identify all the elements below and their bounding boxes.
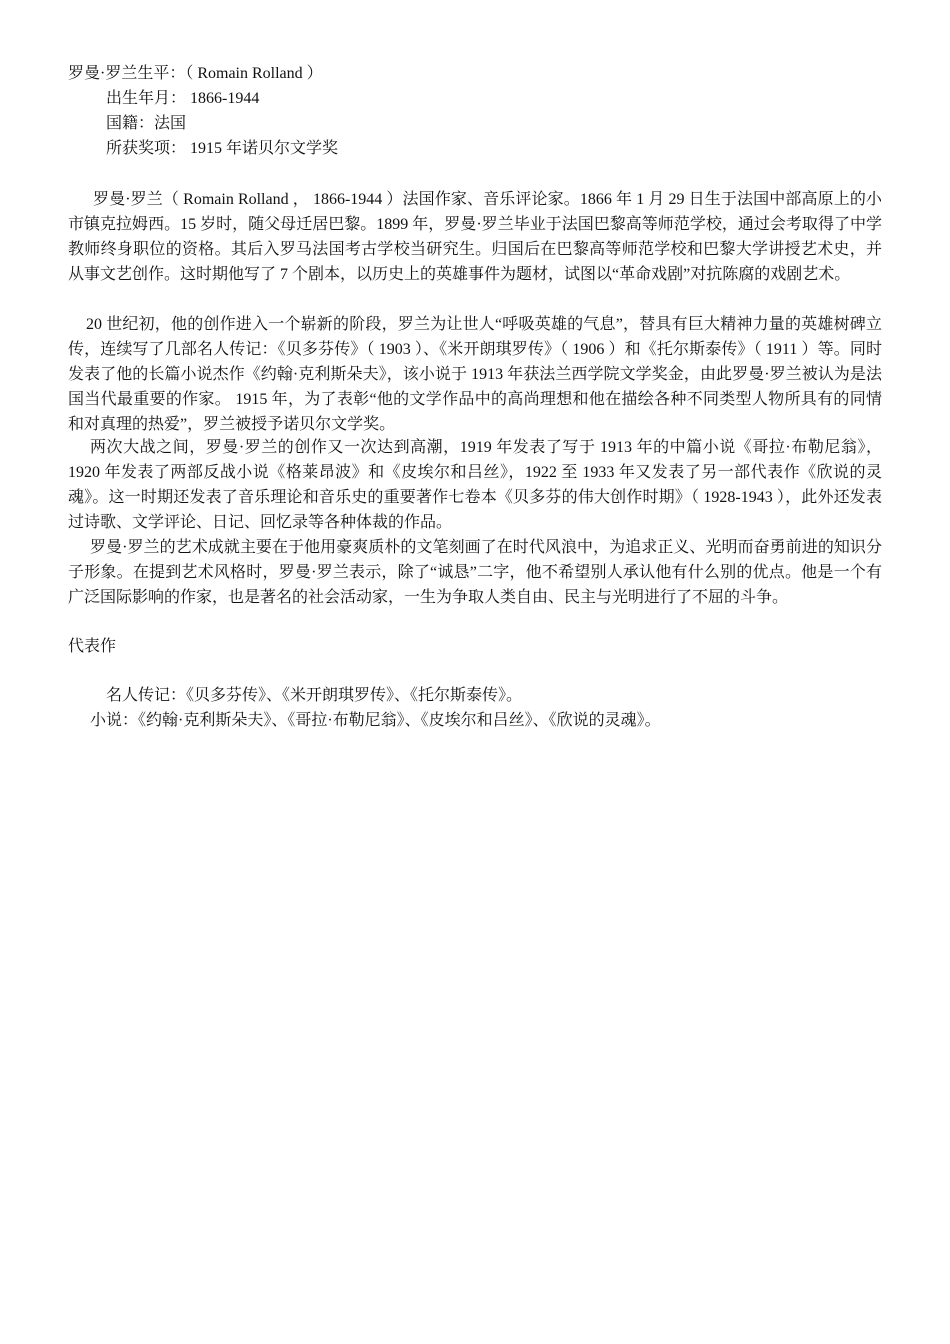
birth-line: 出生年月： 1866-1944 bbox=[106, 90, 260, 107]
paragraph-early-life: 罗曼·罗兰（ Romain Rolland ， 1866-1944 ）法国作家、音乐评论家。1866 年 1 月 29 日生于法国中部高原上的小市镇克拉姆西。15 岁时，随父母迁居巴黎。1899 年，罗曼·罗兰毕业于法国巴黎高等师范学校，通过会考取得了中学教师终身职位的资格。其后入罗马法国考古学校当研究生。归国后在巴黎高等师范学校和巴黎大学讲授艺术史，并从事文艺创作。这时期他写了 7 个剧本，以历史上的英雄事件为题材，试图以“革命戏剧”对抗陈腐的戏剧艺术。 bbox=[68, 191, 882, 283]
paragraph-interwar: 两次大战之间，罗曼·罗兰的创作又一次达到高潮，1919 年发表了写于 1913 年的中篇小说《哥拉·布勒尼翁》，1920 年发表了两部反战小说《格莱昂波》和《皮埃尔和吕丝》，1922 至 1933 年又发表了另一部代表作《欣说的灵魂》。这一时期还发表了音乐理论和音乐史的重要著作七卷本《贝多芬的伟大创作时期》（ 1928-1943 ），此外还发表过诗歌、文学评论、日记、回忆录等各种体裁的作品。 bbox=[68, 439, 882, 531]
bio-title: 罗曼·罗兰生平：（ Romain Rolland ） bbox=[68, 65, 323, 82]
paragraph-biographies: 20 世纪初，他的创作进入一个崭新的阶段，罗兰为让世人“呼吸英雄的气息”，替具有巨大精神力量的英雄树碑立传，连续写了几部名人传记：《贝多芬传》（ 1903 ）、《米开朗琪罗传》（ 1906 ）和《托尔斯泰传》（ 1911 ）等。同时发表了他的长篇小说杰作《约翰·克利斯朵夫》，该小说于 1913 年获法兰西学院文学奖金，由此罗曼·罗兰被认为是法国当代最重要的作家。 1915 年，为了表彰“他的文学作品中的高尚理想和他在描绘各种不同类型人物所具有的同情和对真理的热爱”，罗兰被授予诺贝尔文学奖。 bbox=[68, 316, 882, 433]
works-biographies: 名人传记：《贝多芬传》、《米开朗琪罗传》、《托尔斯泰传》。 bbox=[106, 687, 523, 704]
works-novels: 小说：《约翰·克利斯朵夫》、《哥拉·布勒尼翁》、《皮埃尔和吕丝》、《欣说的灵魂》。 bbox=[90, 712, 661, 729]
works-heading: 代表作 bbox=[68, 638, 117, 655]
paragraph-achievement: 罗曼·罗兰的艺术成就主要在于他用豪爽质朴的文笔刻画了在时代风浪中，为追求正义、光明而奋勇前进的知识分子形象。在提到艺术风格时，罗曼·罗兰表示，除了“诚恳”二字，他不希望别人承认他有什么别的优点。他是一个有广泛国际影响的作家，也是著名的社会活动家，一生为争取人类自由、民主与光明进行了不屈的斗争。 bbox=[68, 539, 882, 606]
nationality-line: 国籍：法国 bbox=[106, 115, 187, 132]
award-line: 所获奖项： 1915 年诺贝尔文学奖 bbox=[106, 140, 339, 157]
